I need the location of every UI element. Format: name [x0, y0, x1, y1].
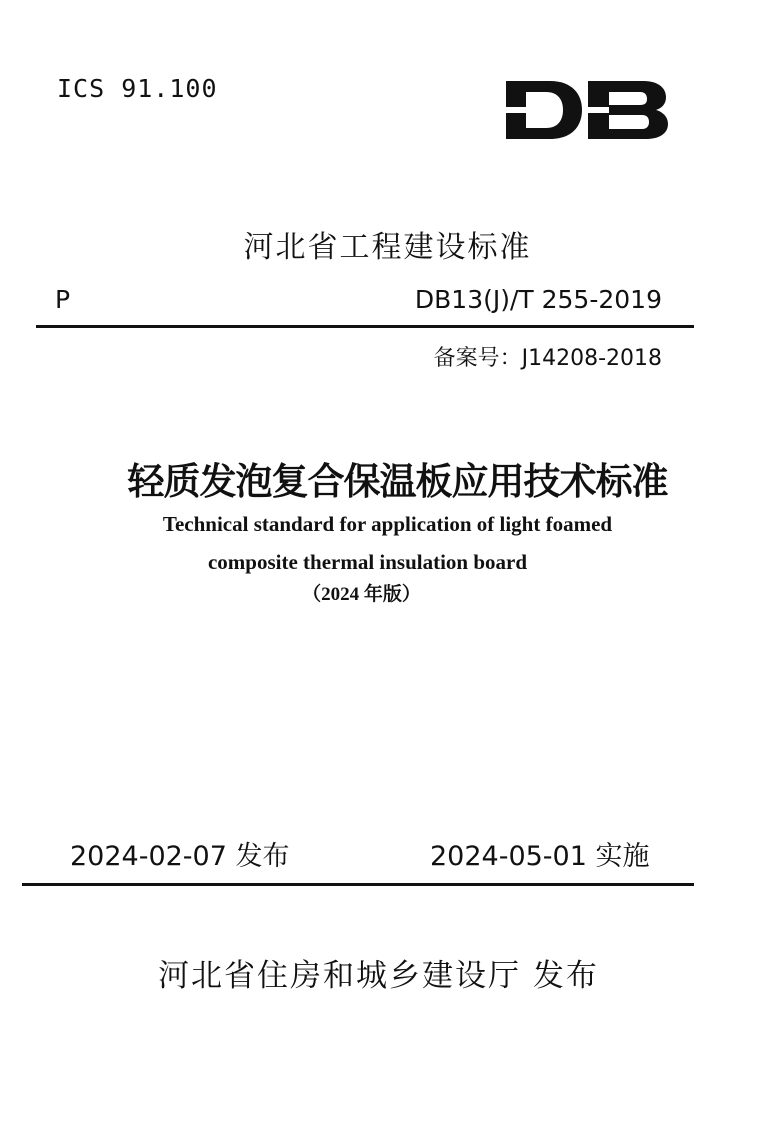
ics-code: ICS 91.100 — [57, 74, 218, 103]
record-number: 备案号：J14208-2018 — [433, 346, 662, 371]
db-logo — [506, 78, 668, 142]
series-title: 河北省工程建设标准 — [243, 230, 532, 265]
issue-date: 2024-02-07 发布 — [70, 841, 290, 872]
classification-category: P — [55, 285, 71, 314]
title-chinese: 轻质发泡复合保温板应用技术标准 — [127, 459, 668, 503]
publisher: 河北省住房和城乡建设厅 发布 — [158, 958, 599, 994]
standard-code: DB13(J)/T 255-2019 — [414, 285, 662, 314]
edition-label: （2024 年版） — [302, 584, 421, 605]
title-english-line-1: Technical standard for application of light foamed — [162, 512, 613, 536]
bottom-divider — [22, 883, 694, 886]
db-logo-graphic — [506, 78, 668, 142]
title-english-line-2: composite thermal insulation board — [207, 550, 528, 574]
top-divider — [36, 325, 694, 328]
implementation-date: 2024-05-01 实施 — [430, 841, 650, 872]
